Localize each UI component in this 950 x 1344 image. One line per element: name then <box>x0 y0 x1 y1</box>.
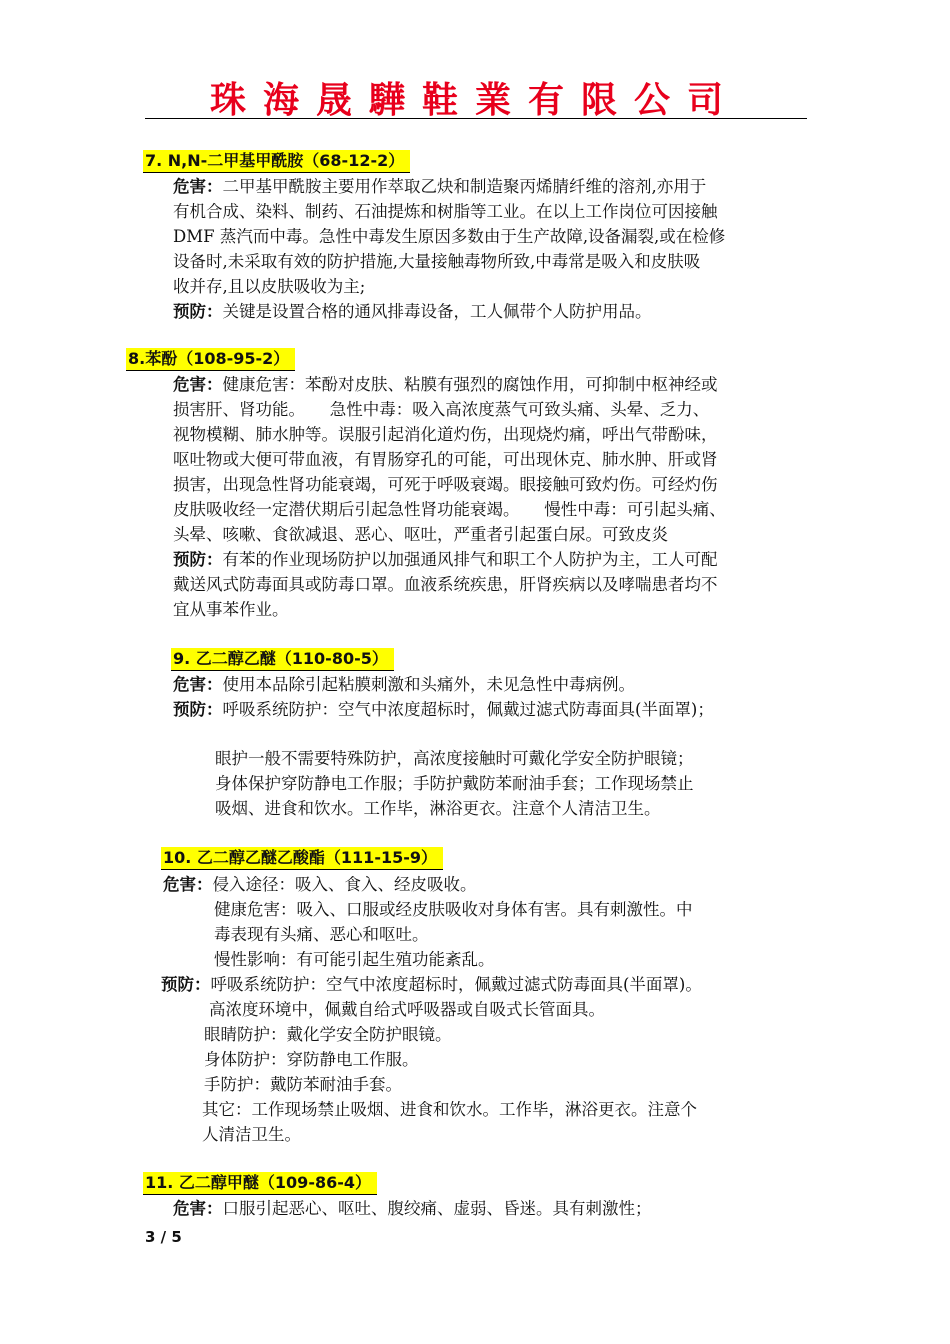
hazard-label: 危害： <box>173 1199 223 1218</box>
section-10-line-4: 慢性影响：有可能引起生殖功能紊乱。 <box>214 950 495 969</box>
section-10-line-5 <box>161 974 702 996</box>
section-8-line-3: 视物模糊、肺水肿等。误服引起消化道灼伤，出现烧灼痛，呼出气带酚味， <box>173 425 718 444</box>
section-9-line-3: 眼护一般不需要特殊防护，高浓度接触时可戴化学安全防护眼镜； <box>215 749 694 768</box>
hazard-label: 危害： <box>163 875 213 894</box>
section-8-line-5: 损害，出现急性肾功能衰竭，可死于呼吸衰竭。眼接触可致灼伤。可经灼伤 <box>173 475 718 494</box>
section-8-line-9: 戴送风式防毒面具或防毒口罩。血液系统疾患，肝肾疾病以及哮喘患者均不 <box>173 575 718 594</box>
section-10-line-7: 眼睛防护：戴化学安全防护眼镜。 <box>204 1025 452 1044</box>
line-text: 口服引起恶心、呕吐、腹绞痛、虚弱、昏迷。具有刺激性； <box>222 1199 652 1218</box>
line-text: 呼吸系统防护：空气中浓度超标时，佩戴过滤式防毒面具(半面罩)； <box>222 700 714 719</box>
section-7-line-2: 有机合成、染料、制药、石油提炼和树脂等工业。在以上工作岗位可因接触 <box>173 202 718 221</box>
section-8-line-10: 宜从事苯作业。 <box>173 600 289 619</box>
line-text: 关键是设置合格的通风排毒设备，工人佩带个人防护用品。 <box>222 302 652 321</box>
section-8-line-7: 头晕、咳嗽、食欲减退、恶心、呕吐，严重者引起蛋白尿。可致皮炎 <box>173 525 668 544</box>
section-9-line-5: 吸烟、进食和饮水。工作毕，淋浴更衣。注意个人清洁卫生。 <box>215 799 661 818</box>
prevention-label: 预防： <box>173 302 223 321</box>
title-divider <box>145 118 807 119</box>
section-7-line-5: 收并存,且以皮肤吸收为主; <box>173 277 366 296</box>
section-9-line-2 <box>173 699 714 721</box>
section-8-line-8 <box>173 549 718 571</box>
prevention-label: 预防： <box>173 700 223 719</box>
section-8-line-4: 呕吐物或大便可带血液，有胃肠穿孔的可能，可出现休克、肺水肿、肝或肾 <box>173 450 718 469</box>
section-10-line-3: 毒表现有头痛、恶心和呕吐。 <box>214 925 429 944</box>
line-text: 有苯的作业现场防护以加强通风排气和职工个人防护为主，工人可配 <box>222 550 718 569</box>
hazard-label: 危害： <box>173 375 223 394</box>
section-8-line-6: 皮肤吸收经一定潜伏期后引起急性肾功能衰竭。 慢性中毒：可引起头痛、 <box>173 500 726 519</box>
section-heading-7: 7. N,N-二甲基甲酰胺（68-12-2） <box>143 150 410 173</box>
prevention-label: 预防： <box>161 975 211 994</box>
line-text: 侵入途径：吸入、食入、经皮吸收。 <box>212 875 477 894</box>
line-text: 呼吸系统防护：空气中浓度超标时，佩戴过滤式防毒面具(半面罩)。 <box>210 975 702 994</box>
line-text: 健康危害：苯酚对皮肤、粘膜有强烈的腐蚀作用，可抑制中枢神经或 <box>222 375 718 394</box>
hazard-label: 危害： <box>173 675 223 694</box>
section-7-line-6 <box>173 301 652 323</box>
section-9-line-1 <box>173 674 635 696</box>
section-heading-8: 8.苯酚（108-95-2） <box>126 348 295 371</box>
section-9-line-4: 身体保护穿防静电工作服；手防护戴防苯耐油手套；工作现场禁止 <box>215 774 694 793</box>
page-number: 3 / 5 <box>145 1228 182 1246</box>
section-10-line-11: 人清洁卫生。 <box>202 1125 301 1144</box>
section-heading-11: 11. 乙二醇甲醚（109-86-4） <box>143 1172 377 1195</box>
section-7-line-4: 设备时,未采取有效的防护措施,大量接触毒物所致,中毒常是吸入和皮肤吸 <box>173 252 701 271</box>
section-7-line-3: DMF 蒸汽而中毒。急性中毒发生原因多数由于生产故障,设备漏裂,或在检修 <box>173 227 726 246</box>
section-heading-9: 9. 乙二醇乙醚（110-80-5） <box>171 648 394 671</box>
section-8-line-1 <box>173 374 718 396</box>
company-title: 珠海晟驊鞋業有限公司 <box>209 80 740 121</box>
section-10-line-2: 健康危害：吸入、口服或经皮肤吸收对身体有害。具有刺激性。中 <box>214 900 693 919</box>
hazard-label: 危害： <box>173 177 223 196</box>
line-text: 使用本品除引起粘膜刺激和头痛外，未见急性中毒病例。 <box>222 675 635 694</box>
section-10-line-10: 其它：工作现场禁止吸烟、进食和饮水。工作毕，淋浴更衣。注意个 <box>202 1100 697 1119</box>
section-10-line-8: 身体防护：穿防静电工作服。 <box>204 1050 419 1069</box>
section-7-line-1 <box>173 176 706 198</box>
prevention-label: 预防： <box>173 550 223 569</box>
section-10-line-6: 高浓度环境中，佩戴自给式呼吸器或自吸式长管面具。 <box>209 1000 605 1019</box>
section-11-line-1 <box>173 1198 652 1220</box>
line-text: 二甲基甲酰胺主要用作萃取乙炔和制造聚丙烯腈纤维的溶剂,亦用于 <box>222 177 707 196</box>
section-heading-10: 10. 乙二醇乙醚乙酸酯（111-15-9） <box>161 847 443 870</box>
section-8-line-2: 损害肝、肾功能。 急性中毒：吸入高浓度蒸气可致头痛、头晕、乏力、 <box>173 400 710 419</box>
section-10-line-1 <box>163 874 477 896</box>
section-10-line-9: 手防护：戴防苯耐油手套。 <box>204 1075 402 1094</box>
